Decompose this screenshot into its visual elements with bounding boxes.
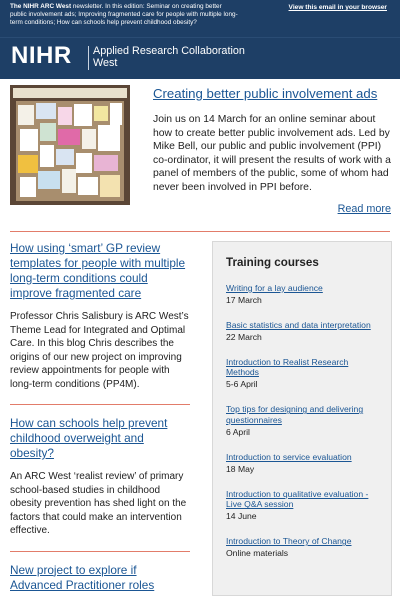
logo-line-2: West xyxy=(93,57,118,69)
course-title-link[interactable]: Writing for a lay audience xyxy=(226,283,323,293)
nihr-logo: NIHR xyxy=(11,42,72,69)
arc-west-logo-text xyxy=(93,45,245,69)
course-item xyxy=(226,283,378,306)
course-date: 5-6 April xyxy=(226,379,258,390)
noticeboard-illustration xyxy=(10,85,130,205)
read-more-link[interactable]: Read more xyxy=(337,203,391,215)
article-title-link[interactable]: New project to explore if Advanced Practitioner roles xyxy=(10,562,155,592)
course-title-link[interactable]: Introduction to Realist Research Methods xyxy=(226,356,349,378)
logo-line-1: Applied Research Collaboration xyxy=(93,45,245,57)
course-date: 17 March xyxy=(226,294,262,305)
course-date: 18 May xyxy=(226,463,255,474)
course-title-link[interactable]: Introduction to Theory of Change xyxy=(226,536,352,547)
course-title-link[interactable]: Introduction to service evaluation xyxy=(226,451,352,462)
article-body: An ARC West ‘realist review’ of primary school-based studies in childhood obesity prevention has shed light on the factors that could make an intervention effective. xyxy=(10,471,187,536)
article-body: Professor Chris Salisbury is ARC West’s Theme Lead for Integrated and Optimal Care. In this blog Chris describes the origins of our new project on improving review appointments for people with long-term conditions (PP4M). xyxy=(10,311,189,390)
course-item xyxy=(226,404,378,438)
email-preheader-bar xyxy=(0,0,400,37)
section-divider xyxy=(10,231,390,232)
training-courses-panel xyxy=(212,241,392,596)
hero-article-body: Join us on 14 March for an online seminar about how to create better public involvement ads. Led by Mike Bell, our public and public involvement (PPI) co-ordinator, it will present the results of work with a panel of members of the public, some of whom had never been involved in PPI before. xyxy=(153,114,391,193)
course-item xyxy=(226,452,378,475)
articles-column xyxy=(10,241,190,593)
preheader-brand: The NIHR ARC West xyxy=(10,3,72,10)
course-item xyxy=(226,489,378,523)
course-title-link[interactable]: Basic statistics and data interpretation xyxy=(226,319,371,330)
article-divider xyxy=(10,551,190,552)
preheader-text xyxy=(10,3,240,27)
article-title-link[interactable]: How can schools help prevent childhood overweight and obesity? xyxy=(10,416,168,460)
logo-divider xyxy=(88,46,89,70)
course-date: 14 June xyxy=(226,511,257,522)
course-date: 6 April xyxy=(226,426,250,437)
course-date: Online materials xyxy=(226,547,289,558)
course-title-link[interactable]: Introduction to qualitative evaluation - Live Q&A session xyxy=(226,488,369,510)
brand-header xyxy=(0,37,400,79)
course-title-link[interactable]: Top tips for designing and delivering questionnaires xyxy=(226,404,364,425)
course-item xyxy=(226,536,378,559)
hero-article-title-link[interactable]: Creating better public involvement ads xyxy=(153,86,378,101)
course-item xyxy=(226,320,378,343)
article-title-link[interactable]: How using ‘smart’ GP review templates for people with multiple long-term conditions could improve fragmented care xyxy=(10,241,186,300)
course-date: 22 March xyxy=(226,331,262,342)
view-in-browser-link[interactable]: View this email in your browser xyxy=(288,4,387,11)
training-heading: Training courses xyxy=(226,256,319,269)
article-divider xyxy=(10,404,190,405)
noticeboard-image[interactable] xyxy=(10,85,130,205)
preheader-summary: newsletter. In this edition: Seminar on creating better public involvement ads; Improving fragmented care for people with multiple long-term conditions; How can schools help prevent childhood obesity? xyxy=(10,3,238,26)
course-item xyxy=(226,357,378,391)
